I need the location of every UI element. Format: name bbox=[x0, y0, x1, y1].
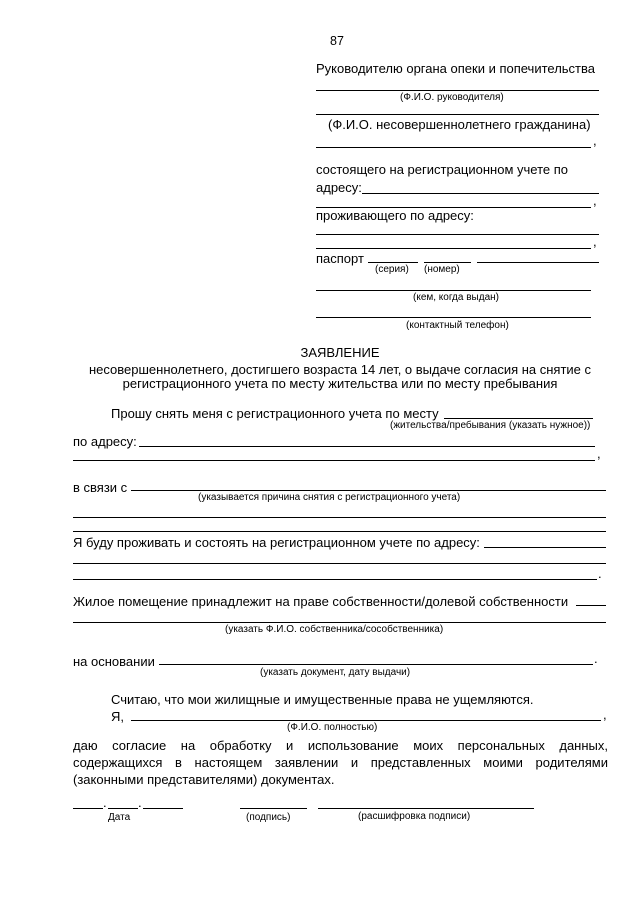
head-name-caption: (Ф.И.О. руководителя) bbox=[400, 92, 504, 103]
registered-address-line-1[interactable] bbox=[362, 193, 599, 194]
comma-3: , bbox=[593, 234, 597, 249]
date-dot-2: . bbox=[138, 795, 142, 810]
will-live-line-2[interactable] bbox=[73, 563, 606, 564]
page-number: 87 bbox=[330, 34, 344, 48]
period-2: . bbox=[594, 651, 598, 666]
series-caption: (серия) bbox=[375, 264, 409, 275]
comma-4: , bbox=[597, 446, 601, 461]
address-line-2[interactable] bbox=[73, 460, 595, 461]
issued-by-line[interactable] bbox=[316, 290, 591, 291]
date-dot-1: . bbox=[103, 795, 107, 810]
date-caption: Дата bbox=[108, 812, 131, 823]
passport-extra-line[interactable] bbox=[477, 262, 599, 263]
signature-decoding-line[interactable] bbox=[318, 808, 534, 809]
living-label: проживающего по адресу: bbox=[316, 208, 474, 223]
consent-text: даю согласие на обработку и использование моих персональных данных, содержащихся в настоящем заявлении и представленных моими родителями (законными представителями) документах. bbox=[73, 738, 608, 787]
basis-label: на основании bbox=[73, 654, 155, 669]
registered-label: состоящего на регистрационном учете по bbox=[316, 162, 568, 177]
reason-line-2[interactable] bbox=[73, 517, 606, 518]
decoding-caption: (расшифровка подписи) bbox=[358, 811, 471, 822]
reason-line-3[interactable] bbox=[73, 531, 606, 532]
address-label: по адресу: bbox=[73, 434, 137, 449]
minor-name-line-top[interactable] bbox=[316, 114, 599, 115]
date-month-line[interactable] bbox=[108, 808, 138, 809]
passport-label: паспорт bbox=[316, 251, 364, 266]
rights-statement: Считаю, что мои жилищные и имущественные права не ущемляются. bbox=[111, 692, 534, 707]
passport-series-line[interactable] bbox=[368, 262, 418, 263]
reason-label: в связи с bbox=[73, 480, 128, 495]
signature-line[interactable] bbox=[240, 808, 307, 809]
reason-line-1[interactable] bbox=[131, 490, 606, 491]
addressee-text: Руководителю органа опеки и попечительства bbox=[316, 61, 595, 76]
number-caption: (номер) bbox=[424, 264, 460, 275]
phone-line[interactable] bbox=[316, 317, 591, 318]
issued-caption: (кем, когда выдан) bbox=[413, 292, 499, 303]
request-type-line[interactable] bbox=[444, 418, 593, 419]
passport-number-line[interactable] bbox=[424, 262, 471, 263]
signature-caption: (подпись) bbox=[246, 812, 291, 823]
will-live-text: Я буду проживать и состоять на регистрационном учете по адресу: bbox=[73, 535, 480, 550]
head-name-line[interactable] bbox=[316, 90, 599, 91]
living-address-line-1[interactable] bbox=[316, 234, 599, 235]
i-label: Я, bbox=[111, 709, 124, 724]
phone-caption: (контактный телефон) bbox=[406, 320, 509, 331]
ownership-text: Жилое помещение принадлежит на праве собственности/долевой собственности bbox=[73, 594, 569, 609]
full-name-line[interactable] bbox=[131, 720, 601, 721]
basis-line[interactable] bbox=[159, 664, 593, 665]
date-day-line[interactable] bbox=[73, 808, 103, 809]
living-address-line-2[interactable] bbox=[316, 248, 591, 249]
date-year-line[interactable] bbox=[143, 808, 183, 809]
owner-caption: (указать Ф.И.О. собственника/сособственника) bbox=[225, 624, 444, 635]
registered-address-label: адресу: bbox=[316, 180, 362, 195]
ownership-line-1[interactable] bbox=[576, 605, 606, 606]
owner-line[interactable] bbox=[73, 622, 606, 623]
minor-name-caption: (Ф.И.О. несовершеннолетнего гражданина) bbox=[328, 117, 591, 132]
full-name-caption: (Ф.И.О. полностью) bbox=[287, 722, 378, 733]
minor-name-line[interactable] bbox=[316, 147, 591, 148]
comma-2: , bbox=[593, 193, 597, 208]
document-subtitle-2: регистрационного учета по месту жительства или по месту пребывания bbox=[122, 376, 558, 391]
period-1: . bbox=[598, 566, 602, 581]
request-text: Прошу снять меня с регистрационного учета по месту bbox=[111, 406, 439, 421]
address-line-1[interactable] bbox=[139, 446, 595, 447]
document-subtitle-1: несовершеннолетнего, достигшего возраста 14 лет, о выдаче согласия на снятие с bbox=[88, 362, 592, 377]
comma-5: , bbox=[603, 707, 607, 722]
will-live-line-3[interactable] bbox=[73, 579, 597, 580]
comma-1: , bbox=[593, 133, 597, 148]
basis-caption: (указать документ, дату выдачи) bbox=[260, 667, 411, 678]
document-title: ЗАЯВЛЕНИЕ bbox=[300, 345, 380, 360]
reason-caption: (указывается причина снятия с регистрационного учета) bbox=[198, 492, 461, 503]
will-live-line-1[interactable] bbox=[484, 547, 606, 548]
request-caption: (жительства/пребывания (указать нужное)) bbox=[390, 420, 591, 431]
